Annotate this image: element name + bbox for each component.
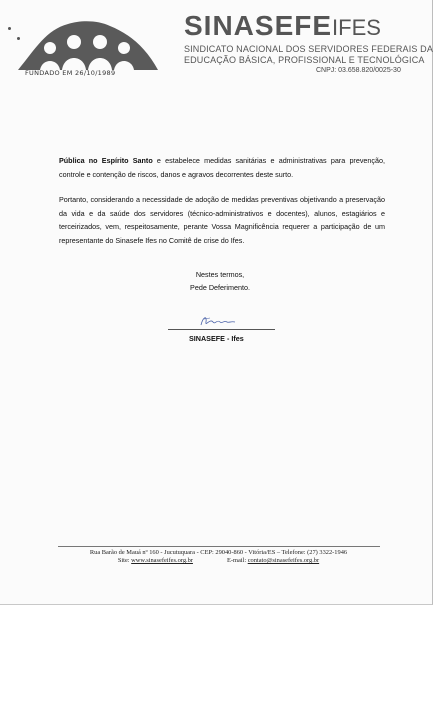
site-label: Site: bbox=[117, 557, 132, 564]
closing-line-1: Nestes termos, bbox=[195, 270, 245, 279]
founded-date: FUNDADO EM 26/10/1989 bbox=[25, 69, 116, 77]
cnpj: CNPJ: 03.658.820/0025-30 bbox=[316, 67, 401, 74]
closing-line-2: Pede Deferimento. bbox=[190, 283, 250, 292]
paragraph-1-bold: Pública no Espírito Santo bbox=[59, 156, 153, 165]
footer-contacts bbox=[0, 557, 437, 564]
paragraph-1-text: e estabelece medidas sanitárias e administrativas para prevenção, controle e contenção de riscos, danos e agravos decorrentes deste surto. bbox=[59, 156, 386, 179]
paragraph-2: Portanto, considerando a necessidade de adoção de medidas preventivas objetivando a preservação da vida e da saúde dos servidores (técnico-administrativos e docentes), alunos, estagiários e terceirizados, vem, respeitosamente, perante Vossa Magnificência requerer a participação de um representante do Sinasefe Ifes no Comitê de crise do Ifes. bbox=[59, 195, 385, 245]
scan-speck bbox=[8, 27, 11, 30]
signature-line bbox=[168, 329, 275, 330]
email-label: E-mail: bbox=[226, 557, 248, 564]
site-link[interactable]: www.sinasefeifes.org.br bbox=[131, 557, 193, 564]
scan-speck bbox=[17, 37, 20, 40]
brand-main: SINASEFE bbox=[184, 10, 333, 41]
union-name-line2: EDUCAÇÃO BÁSICA, PROFISSIONAL E TECNOLÓGICA bbox=[184, 55, 425, 65]
footer-address: Rua Barão de Mauá nº 160 - Jucutuquara - CEP: 29040-860 - Vitória/ES – Telefone: (27) 3322-1946 bbox=[89, 549, 348, 556]
footer-divider bbox=[58, 546, 380, 547]
union-name-line1: SINDICATO NACIONAL DOS SERVIDORES FEDERAIS DA bbox=[184, 44, 433, 54]
sinasefe-logo bbox=[18, 18, 158, 70]
handwritten-signature bbox=[198, 313, 238, 329]
email-link[interactable]: contato@sinasefeifes.org.br bbox=[247, 557, 320, 564]
brand-sub: IFES bbox=[332, 15, 381, 40]
brand-title bbox=[184, 10, 381, 42]
signature-name: SINASEFE - Ifes bbox=[189, 334, 244, 343]
paragraph-1 bbox=[59, 154, 385, 181]
